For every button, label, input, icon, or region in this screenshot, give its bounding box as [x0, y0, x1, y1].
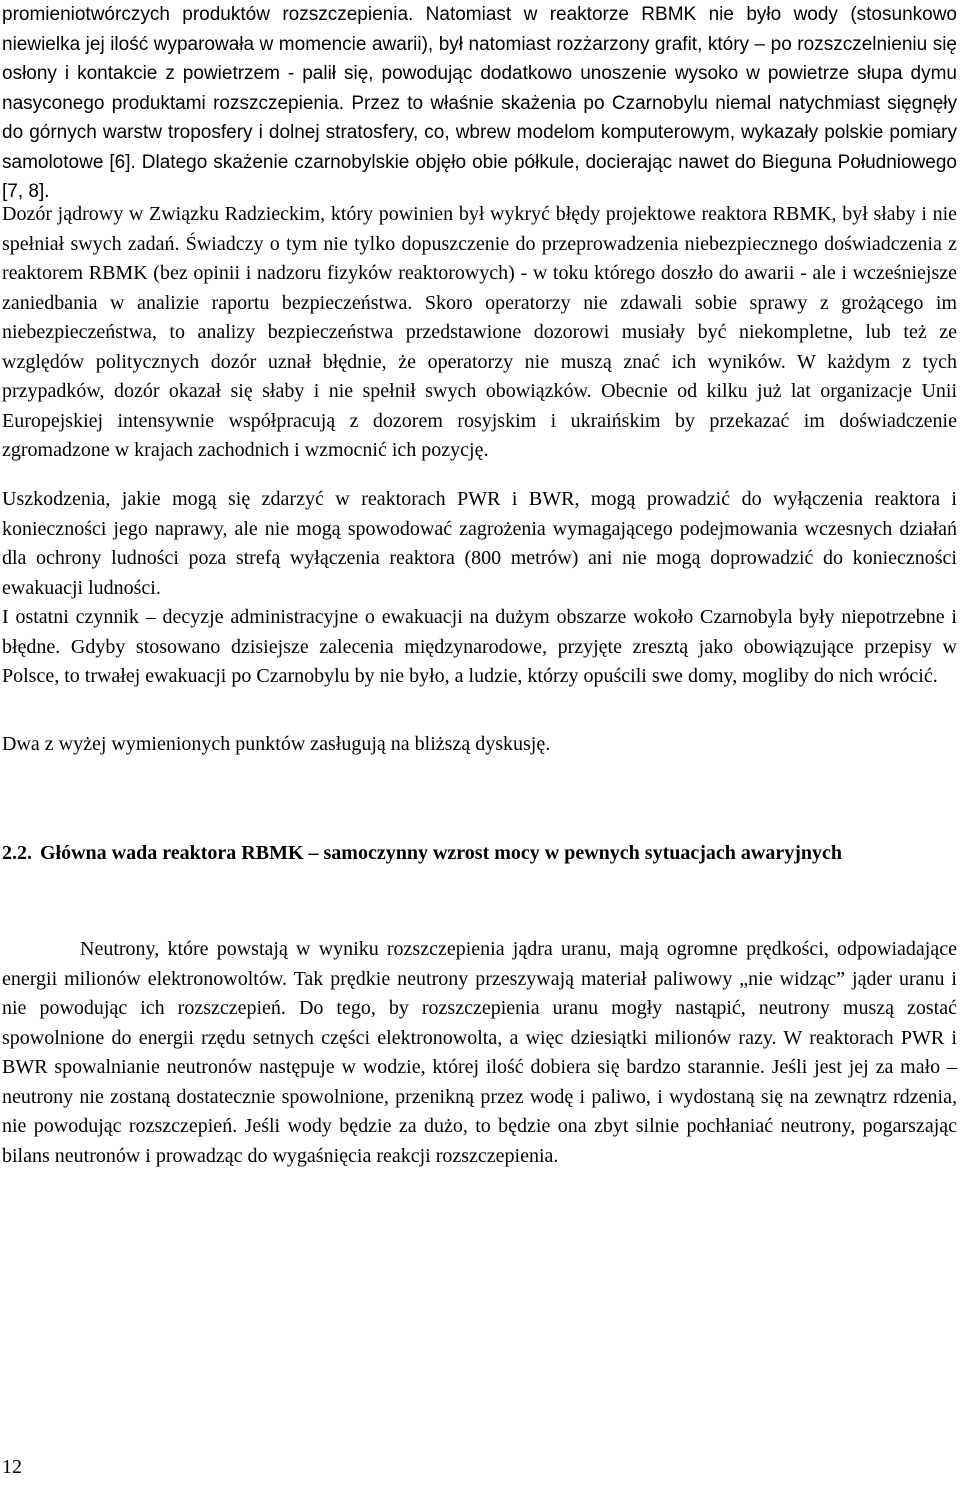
- paragraph-dozor: Dozór jądrowy w Związku Radzieckim, który powinien był wykryć błędy projektowe reaktora RBMK, był słaby i nie spełniał swych zadań. Świadczy o tym nie tylko dopuszczenie do przeprowadzenia niebezpiecznego doświadczenia z reaktorem RBMK (bez opinii i nadzoru fizyków reaktorowych) - w toku którego doszło do awarii - ale i wcześniejsze zaniedbania w analizie raportu bezpieczeństwa. Skoro operatorzy nie zdawali sobie sprawy z grożącego im niebezpieczeństwa, to analizy bezpieczeństwa przedstawione dozorowi musiały być niekompletne, lub też ze względów politycznych dozór uznał błędnie, że operatorzy nie muszą znać ich wyników. W każdym z tych przypadków, dozór okazał się słaby i nie spełnił swych obowiązków. Obecnie od kilku już lat organizacje Unii Europejskiej intensywnie współpracują z dozorem rosyjskim i ukraińskim by przekazać im doświadczenie zgromadzone w krajach zachodnich i wzmocnić ich pozycję.: [2, 203, 957, 461]
- paragraph-intro: [2, 0, 957, 207]
- section-heading: [2, 839, 957, 868]
- section-number: 2.2.: [2, 842, 32, 864]
- paragraph-dwa-punkty: Dwa z wyżej wymienionych punktów zasługują na bliższą dyskusję.: [2, 733, 551, 755]
- section-title: Główna wada reaktora RBMK – samoczynny wzrost mocy w pewnych sytuacjach awaryjnych: [40, 842, 842, 864]
- page-number: 12: [2, 1456, 22, 1478]
- paragraph-ostatni-czynnik: I ostatni czynnik – decyzje administracyjne o ewakuacji na dużym obszarze wokoło Czarnobyla były niepotrzebne i błędne. Gdyby stosowano dzisiejsze zalecenia międzynarodowe, przyjęte zresztą jako obowiązujące przepisy w Polsce, to trwałej ewakuacji po Czarnobylu by nie było, a ludzie, którzy opuścili swe domy, mogliby do nich wrócić.: [2, 606, 957, 687]
- intro-text-sans: promieniotwórczych produktów rozszczepienia. Natomiast w reaktorze RBMK nie było wody (stosunkowo niewielka jej ilość wyparowała w momencie awarii), był natomiast rozżarzony grafit, który – po rozszczelnieniu się osłony i kontakcie z powietrzem - palił się, powodując dodatkowo unoszenie wysoko w powietrze słupa dymu nasyconego produktami rozszczepienia. Przez to właśnie skażenia po Czarnobylu niemal natychmiast sięgnęły do górnych warstw troposfery i dolnej stratosfery, co, wbrew modelom komputerowym, wykazały polskie pomiary samolotowe [6]. Dlatego skażenie czarnobylskie objęło obie półkule, docierając nawet do Bieguna Południowego [7, 8].: [2, 4, 957, 202]
- paragraph-neutrony: Neutrony, które powstają w wyniku rozszczepienia jądra uranu, mają ogromne prędkości, odpowiadające energii milionów elektronowoltów. Tak prędkie neutrony przeszywają materiał paliwowy „nie widząc” jąder uranu i nie powodując ich rozszczepień. Do tego, by rozszczepienia uranu mogły nastąpić, neutrony muszą zostać spowolnione do energii rzędu setnych części elektronowolta, a więc dziesiątki milionów razy. W reaktorach PWR i BWR spowalnianie neutronów następuje w wodzie, której ilość dobiera się bardzo starannie. Jeśli jest jej za mało – neutrony nie zostaną dostatecznie spowolnione, przenikną przez wodę i paliwo, i wydostaną się na zewnątrz rdzenia, nie powodując rozszczepień. Jeśli wody będzie za dużo, to będzie ona zbyt silnie pochłaniać neutrony, pogarszając bilans neutronów i prowadząc do wygaśnięcia reakcji rozszczepienia.: [2, 938, 957, 1167]
- paragraph-uszkodzenia: Uszkodzenia, jakie mogą się zdarzyć w reaktorach PWR i BWR, mogą prowadzić do wyłączenia reaktora i konieczności jego naprawy, ale nie mogą spowodować zagrożenia wymagającego podejmowania wczesnych działań dla ochrony ludności poza strefą wyłączenia reaktora (800 metrów) ani nie mogą doprowadzić do konieczności ewakuacji ludności.: [2, 488, 957, 599]
